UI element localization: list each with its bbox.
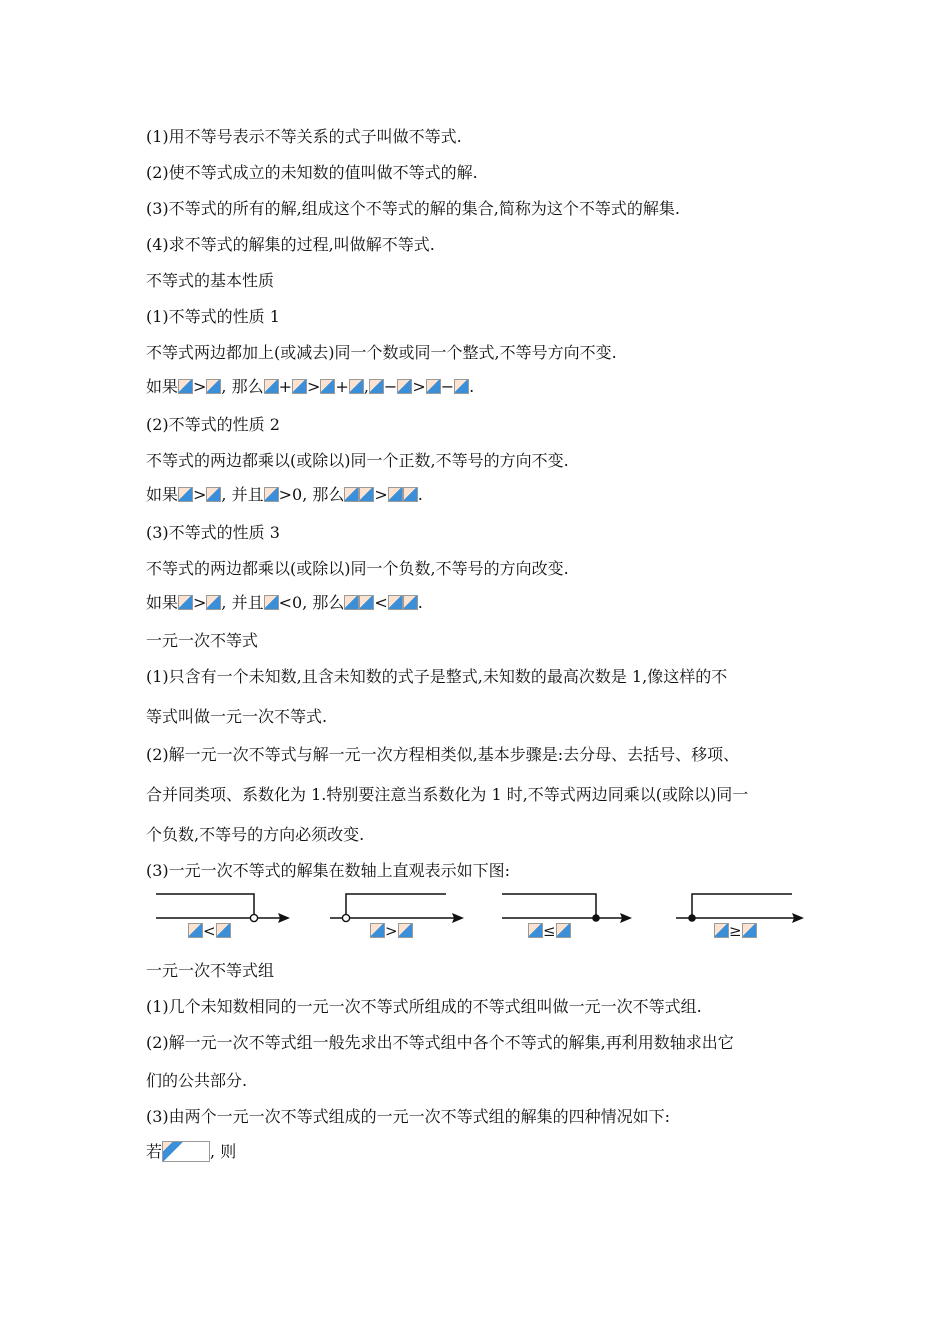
math-image-icon	[403, 595, 418, 610]
linear-p1a: (1)只含有一个未知数,且含未知数的式子是整式,未知数的最高次数是 1,像这样的不	[146, 667, 728, 686]
property-2-text: 不等式的两边都乘以(或除以)同一个正数,不等号的方向不变.	[146, 451, 569, 470]
gt-sign: >	[307, 377, 321, 396]
gt-sign: >	[193, 485, 207, 504]
relation-sign: <	[374, 593, 388, 612]
linear-p3: (3)一元一次不等式的解集在数轴上直观表示如下图:	[146, 861, 511, 880]
math-image-icon	[556, 923, 571, 938]
definition-1: (1)用不等号表示不等关系的式子叫做不等式.	[146, 127, 462, 146]
system-p2b: 们的公共部分.	[146, 1071, 248, 1090]
math-image-icon	[264, 487, 279, 502]
math-image-icon	[216, 923, 231, 938]
linear-heading: 一元一次不等式	[146, 631, 259, 650]
system-p2a: (2)解一元一次不等式组一般先求出不等式组中各个不等式的解集,再利用数轴求出它	[146, 1033, 734, 1052]
math-image-icon	[206, 487, 221, 502]
property-3-text: 不等式的两边都乘以(或除以)同一个负数,不等号的方向改变.	[146, 559, 569, 578]
system-heading: 一元一次不等式组	[146, 961, 275, 980]
math-image-icon	[162, 1141, 210, 1162]
math-image-icon	[714, 923, 729, 938]
comma: ,	[363, 377, 369, 396]
system-p3: (3)由两个一元一次不等式组成的一元一次不等式组的解集的四种情况如下:	[146, 1107, 671, 1126]
property-1-formula	[146, 377, 474, 397]
math-image-icon	[388, 487, 403, 502]
math-image-icon	[388, 595, 403, 610]
number-line-greater-than	[326, 886, 466, 946]
math-image-icon	[742, 923, 757, 938]
math-image-icon	[264, 595, 279, 610]
system-if-line	[146, 1141, 236, 1162]
definition-3: (3)不等式的所有的解,组成这个不等式的解的集合,简称为这个不等式的解集.	[146, 199, 680, 218]
number-line-greater-equal	[672, 886, 812, 946]
gt-sign: >	[412, 377, 426, 396]
gt-sign: >	[193, 377, 207, 396]
condition-label: >0, 那么	[278, 485, 345, 504]
math-image-icon	[206, 379, 221, 394]
math-image-icon	[359, 595, 374, 610]
math-image-icon	[206, 595, 221, 610]
math-image-icon	[426, 379, 441, 394]
property-1-text: 不等式两边都加上(或减去)同一个数或同一个整式,不等号方向不变.	[146, 343, 617, 362]
definition-2: (2)使不等式成立的未知数的值叫做不等式的解.	[146, 163, 478, 182]
definition-4: (4)求不等式的解集的过程,叫做解不等式.	[146, 235, 435, 254]
linear-p2a: (2)解一元一次不等式与解一元一次方程相类似,基本步骤是:去分母、去括号、移项、	[146, 745, 740, 764]
math-image-icon	[370, 923, 385, 938]
property-2-formula	[146, 485, 423, 505]
math-image-icon	[178, 487, 193, 502]
math-image-icon	[292, 379, 307, 394]
property-1-title: (1)不等式的性质 1	[146, 307, 280, 326]
system-p1: (1)几个未知数相同的一元一次不等式所组成的不等式组叫做一元一次不等式组.	[146, 997, 702, 1016]
minus-sign: −	[383, 377, 398, 396]
math-image-icon	[403, 487, 418, 502]
math-image-icon	[398, 923, 413, 938]
property-2-title: (2)不等式的性质 2	[146, 415, 280, 434]
if-label: 如果	[146, 377, 179, 396]
math-image-icon	[349, 379, 364, 394]
math-image-icon	[178, 595, 193, 610]
linear-p2c: 个负数,不等号的方向必须改变.	[146, 825, 365, 844]
plus-sign: +	[278, 377, 293, 396]
if-label: 若	[146, 1142, 163, 1161]
period: .	[469, 377, 475, 396]
linear-p2b: 合并同类项、系数化为 1.特别要注意当系数化为 1 时,不等式两边同乘以(或除以)同一	[146, 785, 749, 804]
linear-p1b: 等式叫做一元一次不等式.	[146, 707, 328, 726]
property-3-title: (3)不等式的性质 3	[146, 523, 280, 542]
period: .	[417, 593, 423, 612]
math-image-icon	[369, 379, 384, 394]
caption-greater-equal	[714, 922, 757, 940]
symbol: <	[203, 922, 216, 940]
math-image-icon	[188, 923, 203, 938]
math-image-icon	[344, 487, 359, 502]
caption-less-than	[188, 922, 231, 940]
number-line-less-than	[152, 886, 292, 946]
if-label: 如果	[146, 593, 179, 612]
math-image-icon	[454, 379, 469, 394]
caption-less-equal	[528, 922, 571, 940]
relation-sign: >	[374, 485, 388, 504]
number-line-less-equal	[498, 886, 638, 946]
and-label: , 并且	[221, 485, 264, 504]
symbol: ≤	[543, 922, 556, 940]
and-label: , 并且	[221, 593, 264, 612]
period: .	[417, 485, 423, 504]
math-image-icon	[344, 595, 359, 610]
caption-greater-than	[370, 922, 413, 940]
math-image-icon	[178, 379, 193, 394]
math-image-icon	[320, 379, 335, 394]
math-image-icon	[397, 379, 412, 394]
plus-sign: +	[335, 377, 349, 396]
math-image-icon	[528, 923, 543, 938]
then-label: , 那么	[221, 377, 264, 396]
math-image-icon	[359, 487, 374, 502]
property-3-formula	[146, 593, 423, 613]
if-label: 如果	[146, 485, 179, 504]
gt-sign: >	[193, 593, 207, 612]
then-label: , 则	[210, 1142, 237, 1161]
symbol: >	[385, 922, 398, 940]
symbol: ≥	[729, 922, 742, 940]
minus-sign: −	[440, 377, 455, 396]
condition-label: <0, 那么	[278, 593, 345, 612]
properties-heading: 不等式的基本性质	[146, 271, 275, 290]
math-image-icon	[264, 379, 279, 394]
